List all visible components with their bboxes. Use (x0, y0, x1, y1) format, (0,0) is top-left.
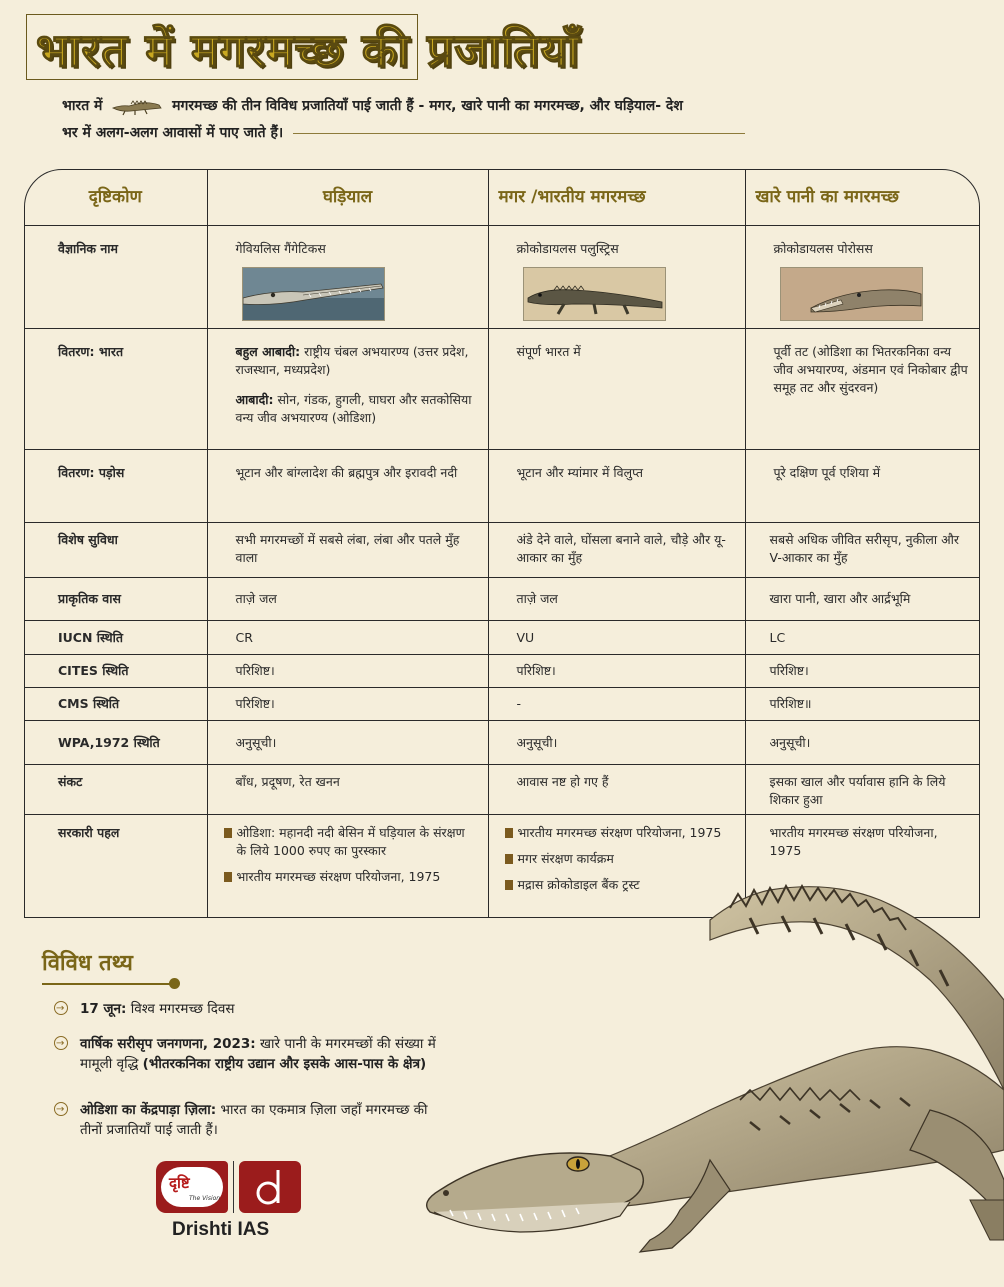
intro-rule (293, 133, 745, 134)
gharial-wpa: अनुसूची। (207, 721, 488, 765)
header-aspect: दृष्टिकोण (24, 169, 207, 226)
saltwater-wpa: अनुसूची। (745, 721, 980, 765)
page-title: भारत में मगरमच्छ की प्रजातियाँ (36, 23, 580, 77)
row-label: CITES स्थिति (24, 655, 207, 688)
fact-1-text: विश्व मगरमच्छ दिवस (126, 1001, 235, 1017)
logo-devanagari: दृष्टि (169, 1174, 190, 1192)
table-row (24, 578, 980, 621)
mugger-cms: - (488, 688, 745, 721)
fact-item (54, 1034, 444, 1074)
saltwater-feature: सबसे अधिक जीवित सरीसृप, नुकीला और V-आकार का मुँह (745, 523, 980, 578)
gharial-population-text: सोन, गंडक, हुगली, घाघरा और सतकोसिया वन्य जीव अभयारण्य (ओडिशा) (235, 392, 472, 425)
gharial-photo (242, 267, 385, 321)
fact-3-label: ओडिशा का केंद्रपाड़ा ज़िला: (80, 1102, 217, 1118)
intro-text: मगरमच्छ की तीन विविध प्रजातियाँ पाई जाती हैं - मगर, खारे पानी का मगरमच्छ, और घड़ियाल- देश (172, 98, 683, 114)
logo-tagline: The Vision (189, 1195, 221, 1202)
table-row (24, 655, 980, 688)
row-label: WPA,1972 स्थिति (24, 721, 207, 765)
gharial-threat: बाँध, प्रदूषण, रेत खनन (207, 765, 488, 815)
fact-2-note: (भीतरकनिका राष्ट्रीय उद्यान और इसके आस-पास के क्षेत्र) (142, 1056, 427, 1072)
mugger-distribution: संपूर्ण भारत में (488, 329, 745, 450)
gharial-population-label: आबादी: (235, 392, 274, 407)
row-label: संकट (24, 765, 207, 815)
saltwater-cms: परिशिष्ट॥ (745, 688, 980, 721)
intro-paragraph (62, 93, 782, 147)
table-row (24, 765, 980, 815)
row-label: प्राकृतिक वास (24, 578, 207, 621)
intro-text-2: भर में अलग-अलग आवासों में पाए जाते हैं। (62, 125, 284, 141)
saltwater-neighbour: पूरे दक्षिण पूर्व एशिया में (745, 450, 980, 523)
table-row (24, 721, 980, 765)
row-label: वितरण: पड़ोस (24, 450, 207, 523)
row-label: CMS स्थिति (24, 688, 207, 721)
mugger-neighbour: भूटान और म्यांमार में विलुप्त (488, 450, 745, 523)
gharial-habitat: ताज़े जल (207, 578, 488, 621)
table-row (24, 329, 980, 450)
table-row (24, 621, 980, 655)
saltwater-photo (780, 267, 923, 321)
drishti-logo-mark (156, 1161, 228, 1213)
mugger-scientific-cell (488, 226, 745, 329)
intro-prefix: भारत में (62, 98, 103, 114)
header-saltwater: खारे पानी का मगरमच्छ (745, 169, 980, 226)
mugger-govt-item-2: मगर संरक्षण कार्यक्रम (517, 851, 614, 866)
row-label: सरकारी पहल (24, 815, 207, 918)
gharial-cites: परिशिष्ट। (207, 655, 488, 688)
list-item (517, 824, 735, 842)
mugger-govt-item-3: मद्रास क्रोकोडाइल बैंक ट्रस्ट (517, 877, 640, 892)
mugger-cites: परिशिष्ट। (488, 655, 745, 688)
row-label: वितरण: भारत (24, 329, 207, 450)
mugger-habitat: ताज़े जल (488, 578, 745, 621)
mugger-feature: अंडे देने वाले, घोंसला बनाने वाले, चौड़े और यू-आकार का मुँह (488, 523, 745, 578)
saltwater-scientific-cell (745, 226, 980, 329)
fact-item (54, 999, 444, 1019)
facts-underline-dot (169, 978, 180, 989)
mugger-iucn: VU (488, 621, 745, 655)
row-label: IUCN स्थिति (24, 621, 207, 655)
mugger-scientific-name: क्रोकोडायलस पलुस्ट्रिस (516, 241, 619, 256)
row-label: विशेष सुविधा (24, 523, 207, 578)
table-row (24, 523, 980, 578)
gharial-neighbour: भूटान और बांग्लादेश की ब्रह्मपुत्र और इरावदी नदी (207, 450, 488, 523)
fact-1-label: 17 जून: (80, 1001, 127, 1017)
gharial-main-population-label: बहुल आबादी: (235, 344, 301, 359)
arrow-circle-icon (54, 1036, 68, 1050)
gharial-main-population-text: राष्ट्रीय चंबल अभयारण्य (उत्तर प्रदेश, राजस्थान, मध्यप्रदेश) (235, 344, 469, 377)
saltwater-distribution: पूर्वी तट (ओडिशा का भितरकनिका वन्य जीव अभयारण्य, अंडमान एवं निकोबार द्वीप समूह तट और सुंदरवन) (745, 329, 980, 450)
facts-underline (42, 983, 174, 985)
gharial-scientific-cell (207, 226, 488, 329)
gharial-population (236, 391, 478, 427)
fact-2-text: खारे पानी के मगरमच्छों की संख्या में मामूली वृद्धि (80, 1036, 436, 1072)
gharial-iucn: CR (207, 621, 488, 655)
list-item (236, 824, 478, 860)
gharial-govt-item-1: ओडिशा: महानदी नदी बेसिन में घड़ियाल के संरक्षण के लिये 1000 रुपए का पुरस्कार (236, 825, 465, 858)
gharial-distribution-cell (207, 329, 488, 450)
gharial-govt-item-2: भारतीय मगरमच्छ संरक्षण परियोजना, 1975 (236, 869, 441, 884)
mugger-govt-item-1: भारतीय मगरमच्छ संरक्षण परियोजना, 1975 (517, 825, 722, 840)
crocodile-illustration (410, 860, 1004, 1287)
header-gharial: घड़ियाल (207, 169, 488, 226)
fact-3-text: भारत का एकमात्र ज़िला जहाँ मगरमच्छ की तीनों प्रजातियाँ पाई जाती हैं। (80, 1102, 428, 1138)
mugger-threat: आवास नष्ट हो गए हैं (488, 765, 745, 815)
arrow-circle-icon (54, 1001, 68, 1015)
table-header-row (24, 169, 980, 226)
mugger-wpa: अनुसूची। (488, 721, 745, 765)
facts-heading: विविध तथ्य (42, 950, 133, 976)
gharial-main-population (236, 343, 478, 379)
drishti-d-icon (239, 1161, 301, 1213)
gharial-cms: परिशिष्ट। (207, 688, 488, 721)
saltwater-habitat: खारा पानी, खारा और आर्द्रभूमि (745, 578, 980, 621)
fact-2-label: वार्षिक सरीसृप जनगणना, 2023: (80, 1036, 256, 1052)
saltwater-govt: भारतीय मगरमच्छ संरक्षण परियोजना, 1975 (745, 815, 980, 918)
header-mugger: मगर /भारतीय मगरमच्छ (488, 169, 745, 226)
gharial-feature: सभी मगरमच्छों में सबसे लंबा, लंबा और पतले मुँह वाला (207, 523, 488, 578)
table-row (24, 688, 980, 721)
saltwater-scientific-name: क्रोकोडायलस पोरोसस (773, 241, 873, 256)
table-row (24, 226, 980, 329)
mugger-photo (523, 267, 666, 321)
comparison-table (24, 169, 980, 918)
fact-item (54, 1100, 444, 1140)
saltwater-iucn: LC (745, 621, 980, 655)
table-row (24, 450, 980, 523)
row-label: वैज्ञानिक नाम (24, 226, 207, 329)
saltwater-threat: इसका खाल और पर्यावास हानि के लिये शिकार हुआ (745, 765, 980, 815)
saltwater-cites: परिशिष्ट। (745, 655, 980, 688)
gharial-scientific-name: गेवियलिस गैंगेटिकस (235, 241, 326, 256)
arrow-circle-icon (54, 1102, 68, 1116)
crocodile-icon (111, 96, 163, 116)
brand-name: Drishti IAS (172, 1219, 270, 1240)
